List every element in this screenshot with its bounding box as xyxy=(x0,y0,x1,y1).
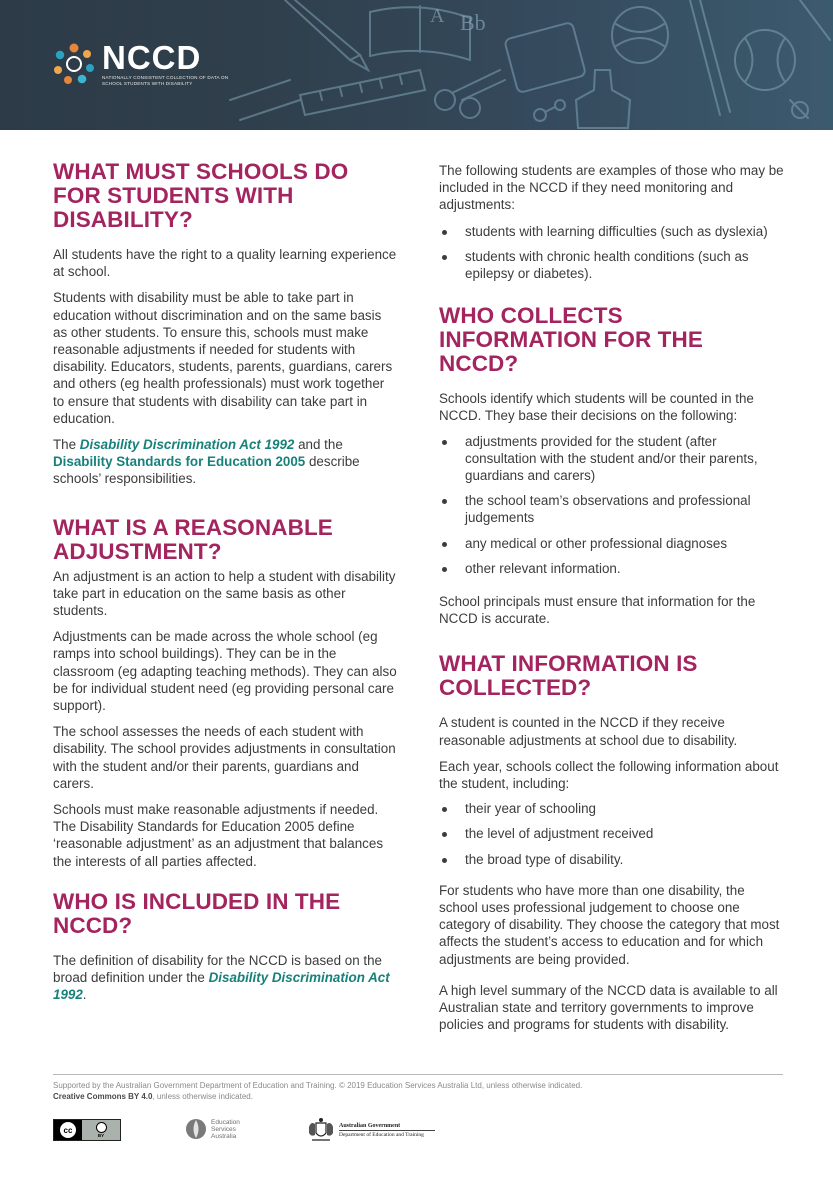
list-item: other relevant information. xyxy=(439,560,784,577)
paragraph-adjustment-definition: An adjustment is an action to help a student with disability take part in education on the same basis as other students. xyxy=(53,568,396,619)
by-label: BY xyxy=(97,1133,105,1138)
nccd-people-circle-icon xyxy=(52,42,96,86)
logo-subtitle: NATIONALLY CONSISTENT COLLECTION OF DATA ON SCHOOL STUDENTS WITH DISABILITY xyxy=(102,75,229,86)
list-item: the level of adjustment received xyxy=(439,825,784,842)
paragraph-take-part-in-education: Students with disability must be able to take part in education without discrimination and on the same basis as other students. To ensure this, schools must make reasonable adjustments if needed for students with disability. Educators, students, parents, guardians, carers and others (eg health professionals) must work together to ensure that students with disability can take part in education. xyxy=(53,290,393,426)
list-item: students with learning difficulties (such as dyslexia) xyxy=(439,223,784,240)
heading-who-collects: WHO COLLECTS INFORMATION FOR THE NCCD? xyxy=(439,303,703,377)
paragraph-summary-available: A high level summary of the NCCD data is available to all Australian state and territory governments to improve policies and programs for students with disability. xyxy=(439,982,778,1033)
heading-what-must-schools-do: WHAT MUST SCHOOLS DO FOR STUDENTS WITH DISABILITY? xyxy=(53,159,349,232)
gov-title: Australian Government xyxy=(339,1122,401,1129)
left-column xyxy=(53,160,398,1004)
esa-mark-icon xyxy=(185,1118,207,1140)
list-item: their year of schooling xyxy=(439,800,784,817)
text-fragment: and the xyxy=(294,437,343,453)
coat-of-arms-icon xyxy=(306,1117,336,1143)
list-item: the school team’s observations and professional judgements xyxy=(439,492,784,526)
list-item: the broad type of disability. xyxy=(439,851,784,868)
text-fragment: describe schools’ responsibilities. xyxy=(53,454,360,487)
license-link[interactable]: Creative Commons BY 4.0 xyxy=(53,1092,153,1101)
paragraph-examples-intro: The following students are examples of those who may be included in the NCCD if they need monitoring and adjustments: xyxy=(439,163,784,213)
footer-license-line xyxy=(53,1091,783,1102)
gov-department: Department of Education and Training xyxy=(339,1131,424,1138)
paragraph-adjustment-examples: Adjustments can be made across the whole school (eg ramps into school buildings). They can be in the classroom (eg adapting teaching methods). They can also be for individual student need (eg providing personal care support). xyxy=(53,629,397,714)
paragraph-each-year: Each year, schools collect the following information about the student, including: xyxy=(439,758,779,792)
text-fragment: . xyxy=(82,987,87,1003)
doodle-letter-a: A xyxy=(430,5,445,27)
right-column xyxy=(439,160,784,1034)
text-fragment: , unless otherwise indicated. xyxy=(152,1092,253,1101)
list-item: students with chronic health conditions (such as epilepsy or diabetes). xyxy=(439,248,784,282)
footer-divider xyxy=(53,1074,783,1075)
esa-text: Education Services Australia xyxy=(211,1118,240,1140)
list-item: adjustments provided for the student (after consultation with the student and/or their parents, guardians and carers) xyxy=(439,433,784,485)
attribution-person-icon xyxy=(96,1122,107,1133)
cc-icon xyxy=(54,1120,82,1140)
nccd-logo[interactable] xyxy=(52,39,232,86)
education-services-australia-logo xyxy=(185,1118,251,1140)
header-banner xyxy=(0,0,833,130)
paragraph-principals-ensure: School principals must ensure that information for the NCCD is accurate. xyxy=(439,594,756,627)
paragraph-standards-define: Schools must make reasonable adjustments if needed. The Disability Standards for Education 2005 define ‘reasonable adjustment’ as an adjustment that balances the interests of all parties affected. xyxy=(53,802,384,869)
paragraph-student-counted: A student is counted in the NCCD if they receive reasonable adjustments at school due to disability. xyxy=(439,715,738,748)
creative-commons-badge[interactable] xyxy=(53,1119,121,1141)
link-disability-standards[interactable]: Disability Standards for Education 2005 xyxy=(53,454,306,470)
decision-basis-list xyxy=(439,433,784,577)
heading-reasonable-adjustment: WHAT IS A REASONABLE ADJUSTMENT? xyxy=(53,514,333,564)
heading-what-information: WHAT INFORMATION IS COLLECTED? xyxy=(439,651,698,701)
logo-wordmark: NCCD xyxy=(102,39,202,76)
examples-list xyxy=(439,223,784,283)
list-item: any medical or other professional diagnoses xyxy=(439,535,784,552)
paragraph-school-assesses: The school assesses the needs of each student with disability. The school provides adjustments in consultation with the student and/or their parents, guardians and carers. xyxy=(53,724,396,791)
doodle-letter-bb: Bb xyxy=(460,10,486,35)
paragraph-schools-identify: Schools identify which students will be counted in the NCCD. They base their decisions on the following: xyxy=(439,391,754,424)
paragraph-legislation xyxy=(53,436,398,488)
heading-who-is-included: WHO IS INCLUDED IN THE NCCD? xyxy=(53,888,341,938)
cc-label: cc xyxy=(60,1122,76,1138)
text-fragment: The xyxy=(53,437,80,453)
footer-attribution xyxy=(53,1080,783,1102)
link-disability-discrimination-act[interactable]: Disability Discrimination Act 1992 xyxy=(79,437,295,453)
text-fragment: The definition of disability for the NCCD is based on the broad definition under the xyxy=(53,952,382,986)
paragraph-right-to-learning: All students have the right to a quality learning experience at school. xyxy=(53,247,397,280)
information-collected-list xyxy=(439,800,784,868)
paragraph-more-than-one-disability: For students who have more than one disability, the school uses professional judgement to choose one category of disability. They choose the category that most affects the student’s access to education and for which adjustments are being provided. xyxy=(439,882,780,967)
link-disability-discrimination-act-2[interactable]: Disability Discrimination Act 1992 xyxy=(53,970,390,1003)
footer-copyright: Supported by the Australian Government Department of Education and Training. © 2019 Education Services Australia Ltd, unless otherwise indicated. xyxy=(53,1081,583,1090)
australian-government-logo xyxy=(306,1117,435,1143)
paragraph-definition-of-disability xyxy=(53,952,398,1004)
